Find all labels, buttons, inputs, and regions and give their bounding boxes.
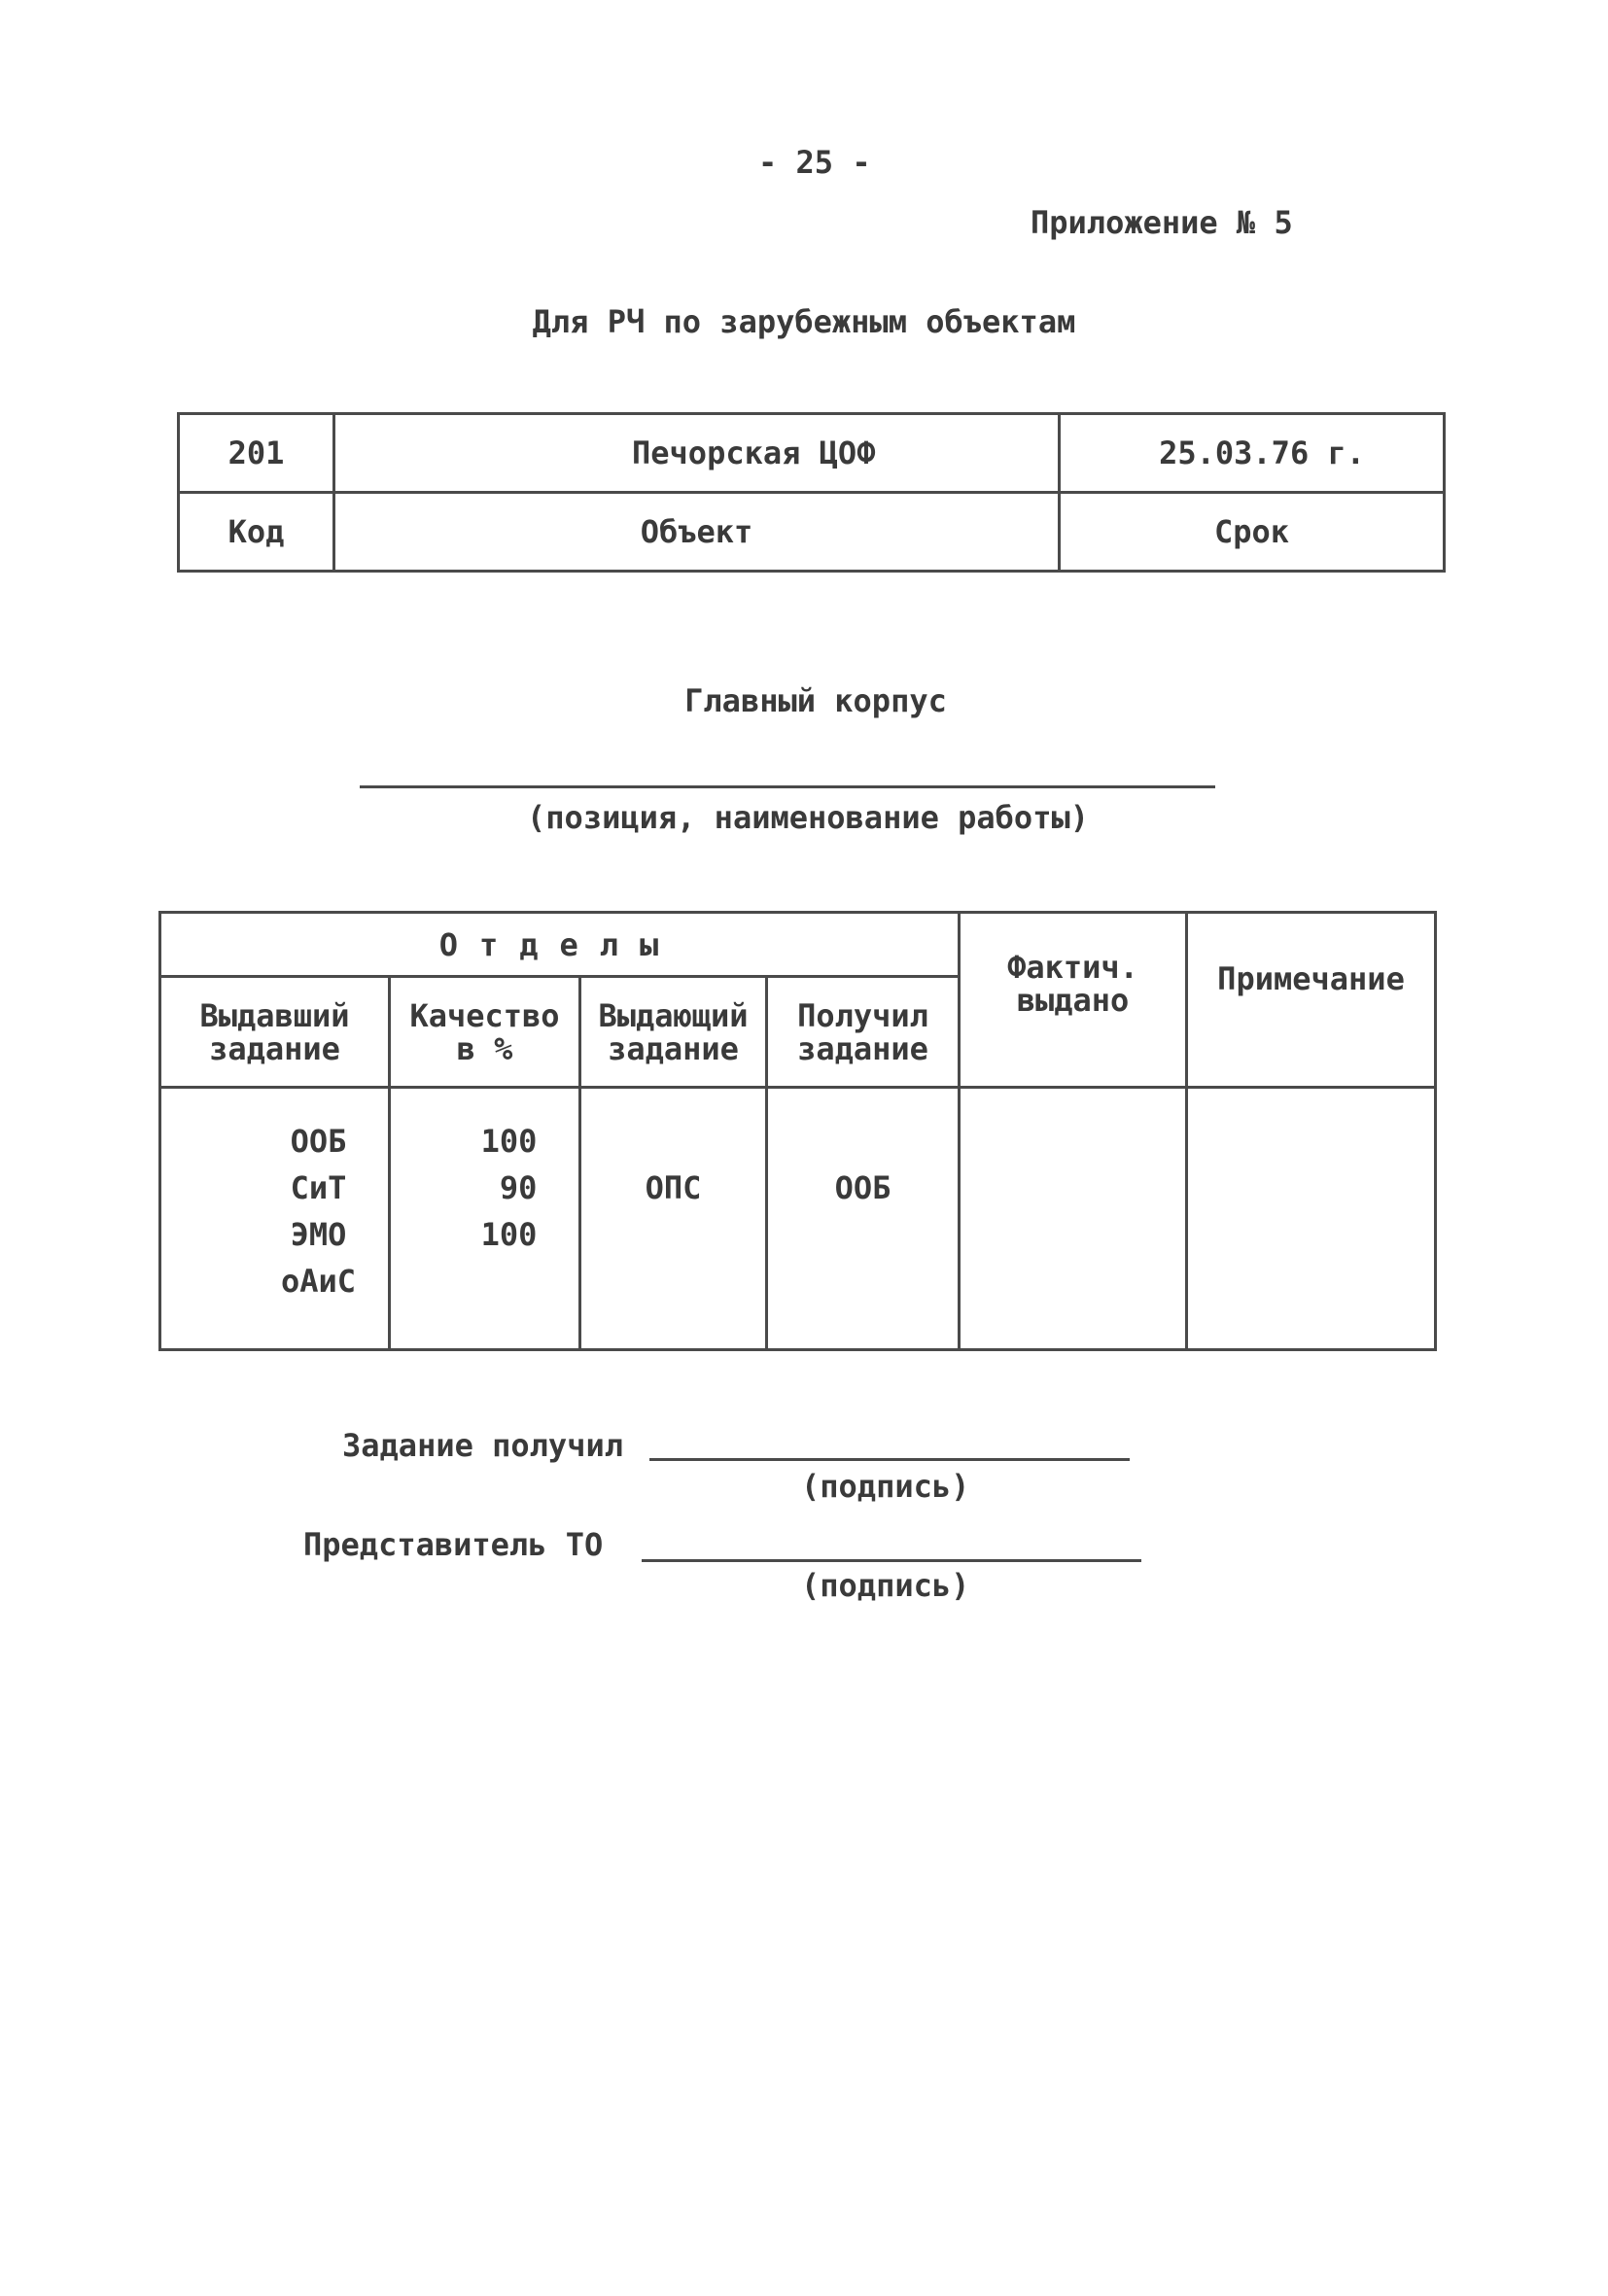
issuing-dept-list: ООБ СиТ ЭМО оАиС	[160, 1088, 390, 1350]
received-task-header: Получил задание	[767, 977, 960, 1088]
representative-signature-caption: (подпись)	[801, 1567, 970, 1604]
issuing-dept-header: Выдавший задание	[160, 977, 390, 1088]
dept-data-row	[160, 1088, 1436, 1350]
task-received-signature-caption: (подпись)	[801, 1468, 970, 1505]
departments-table	[158, 911, 1437, 1351]
dept-header-row-1	[160, 913, 1436, 977]
note-value	[1187, 1088, 1436, 1350]
received-task-value: ООБ	[767, 1088, 960, 1350]
object-label: Объект	[334, 493, 1060, 572]
quality-list: 100 90 100	[390, 1088, 580, 1350]
actual-issued-value	[960, 1088, 1187, 1350]
page-number: - 25 -	[758, 144, 871, 181]
deadline-label: Срок	[1060, 493, 1445, 572]
position-caption: (позиция, наименование работы)	[527, 799, 1089, 836]
note-header: Примечание	[1187, 913, 1436, 1088]
document-heading: Для РЧ по зарубежным объектам	[532, 303, 1076, 340]
actual-issued-header: Фактич. выдано	[960, 913, 1187, 1088]
quality-header: Качество в %	[390, 977, 580, 1088]
deadline-value: 25.03.76 г.	[1060, 414, 1445, 493]
building-name: Главный корпус	[684, 682, 947, 719]
info-values-row	[179, 414, 1445, 493]
representative-label: Представитель ТО	[303, 1526, 604, 1563]
issuing-task-header: Выдающий задание	[580, 977, 767, 1088]
code-label: Код	[179, 493, 334, 572]
object-info-table	[177, 412, 1446, 573]
task-received-signature-line	[649, 1458, 1130, 1461]
representative-signature-line	[642, 1559, 1141, 1562]
appendix-label: Приложение № 5	[1031, 204, 1293, 241]
info-labels-row	[179, 493, 1445, 572]
task-received-label: Задание получил	[342, 1427, 623, 1464]
position-fill-line	[360, 785, 1215, 788]
object-name-value: Печорская ЦОФ	[334, 414, 1060, 493]
issuing-task-value: ОПС	[580, 1088, 767, 1350]
object-code-value: 201	[179, 414, 334, 493]
departments-group-header: Отделы	[160, 913, 960, 977]
